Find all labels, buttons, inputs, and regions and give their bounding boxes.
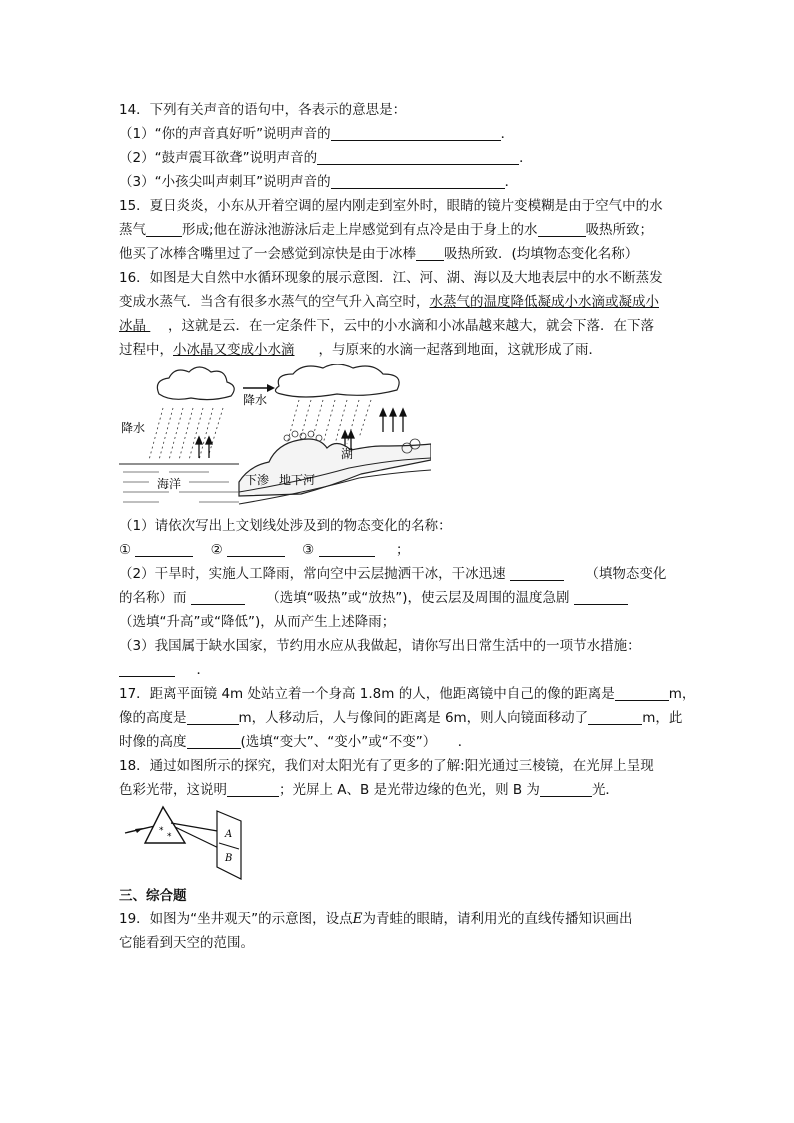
prism-mark: * bbox=[159, 826, 164, 836]
q15-l2-b: 形成;他在游泳池游泳后走上岸感觉到有点冷是由于身上的水 bbox=[182, 222, 538, 238]
q14-blank-3[interactable] bbox=[331, 174, 505, 189]
mark-3: ③ bbox=[302, 542, 315, 558]
q18-line-1: 18．通过如图所示的探究，我们对太阳光有了更多的了解:阳光通过三棱镜，在光屏上呈现 bbox=[119, 758, 654, 774]
q18-l2-a: 色彩光带，这说明 bbox=[119, 782, 227, 798]
q16-underline-2: 小冰晶又变成小水滴 bbox=[173, 342, 295, 358]
q15-blank-1[interactable] bbox=[146, 222, 182, 237]
label-rain-left: 降水 bbox=[121, 421, 146, 435]
q15-blank-3[interactable] bbox=[416, 246, 444, 261]
q19-l1-c: 为青蛙的眼睛，请利用光的直线传播知识画出 bbox=[362, 911, 633, 927]
q16-blank-6[interactable] bbox=[574, 590, 628, 605]
q17-l3-b: (选填“变大”、“变小”或“不变”） bbox=[240, 734, 437, 750]
q18-blank-2[interactable] bbox=[540, 782, 592, 797]
q16-l2-a: 变成水蒸气．当含有很多水蒸气的空气升入高空时， bbox=[119, 294, 430, 310]
q16-s2-l1-a: （2）干旱时，实施人工降雨，常向空中云层抛洒干冰，干冰迅速 bbox=[119, 566, 506, 582]
label-rain-right: 降水 bbox=[243, 393, 268, 407]
q15-line-3 bbox=[119, 245, 638, 263]
label-a: A bbox=[225, 829, 233, 840]
mark-2: ② bbox=[210, 542, 223, 558]
prism-figure bbox=[121, 803, 247, 881]
q14-title: 14．下列有关声音的语句中，各表示的意思是： bbox=[119, 102, 407, 118]
q14-item-3 bbox=[119, 173, 518, 191]
q17-l1-a: 17．距离平面镜 4m 处站立着一个身高 1.8m 的人，他距离镜中自己的像的距离是 bbox=[119, 686, 615, 702]
q14-blank-2[interactable] bbox=[317, 150, 519, 165]
label-ocean: 海洋 bbox=[157, 477, 182, 491]
q17-l2-a: 像的高度是 bbox=[119, 710, 187, 726]
q17-blank-3[interactable] bbox=[588, 710, 642, 725]
q16-blank-1[interactable] bbox=[135, 542, 193, 557]
q14-item-3-text: （3）“小孩尖叫声刺耳”说明声音的 bbox=[119, 174, 331, 190]
prism-mark-2: * bbox=[167, 832, 172, 842]
q16-underline-1: 水蒸气的温度降低凝成小水滴或凝成小 bbox=[429, 294, 659, 310]
water-cycle-figure bbox=[119, 364, 431, 512]
q17-blank-2[interactable] bbox=[187, 710, 239, 725]
q16-blank-5[interactable] bbox=[191, 590, 245, 605]
q14-item-3-end: ． bbox=[504, 174, 519, 190]
q16-underline-gap bbox=[146, 317, 168, 335]
right-cloud-shape bbox=[275, 364, 399, 397]
q16-sub2-line-3: （选填“升高”或“降低”)，从而产生上述降雨； bbox=[119, 614, 396, 630]
q17-line-2 bbox=[119, 709, 682, 727]
q14-item-1 bbox=[119, 125, 514, 143]
q17-line-1 bbox=[119, 685, 695, 703]
q16-blank-3[interactable] bbox=[319, 542, 375, 557]
q14-item-1-end: ． bbox=[500, 126, 515, 142]
q17-l2-c: m，此 bbox=[642, 710, 683, 726]
label-b: B bbox=[225, 853, 233, 864]
q17-blank-1[interactable] bbox=[615, 686, 669, 701]
q14-item-2-text: （2）“鼓声震耳欲聋”说明声音的 bbox=[119, 150, 318, 166]
q14-item-2-end: ． bbox=[519, 150, 533, 166]
q16-line-3 bbox=[119, 317, 654, 335]
mark-1: ① bbox=[119, 542, 132, 558]
q19-l1-a: 19．如图为“坐井观天”的示意图，设点 bbox=[119, 911, 353, 927]
q16-sub2-line-2 bbox=[119, 589, 628, 607]
q16-underline-1-cont: 冰晶 bbox=[119, 318, 146, 334]
q15-l3-b: 吸热所致．(均填物态变化名称） bbox=[444, 246, 639, 262]
q14-item-2 bbox=[119, 149, 533, 167]
q16-line-2 bbox=[119, 293, 659, 311]
left-rain bbox=[149, 408, 223, 460]
q16-blank-4[interactable] bbox=[510, 566, 564, 581]
section-3-heading: 三、综合题 bbox=[119, 888, 187, 904]
q18-blank-1[interactable] bbox=[227, 782, 279, 797]
prism-shape bbox=[145, 807, 185, 843]
sub1-end: ； bbox=[396, 542, 410, 558]
q14-blank-1[interactable] bbox=[331, 126, 501, 141]
q15-l2-c: 吸热所致； bbox=[585, 222, 654, 238]
q16-sub2-line-1 bbox=[119, 565, 666, 583]
q16-l4-c: ，与原来的水滴一起落到地面，这就形成了雨． bbox=[318, 342, 602, 358]
sub3-end: ． bbox=[196, 662, 210, 678]
q17-blank-4[interactable] bbox=[187, 734, 241, 749]
q16-l4-a: 过程中， bbox=[119, 342, 173, 358]
q17-l3-c: ． bbox=[457, 734, 472, 750]
q17-l2-b: m，人移动后，人与像间的距离是 6m，则人向镜面移动了 bbox=[238, 710, 589, 726]
q15-line-2 bbox=[119, 221, 653, 239]
q19-line-2: 它能看到天空的范围。 bbox=[119, 935, 254, 951]
q18-line-2 bbox=[119, 781, 619, 799]
prism-diagram bbox=[121, 803, 247, 881]
q15-l2-a: 蒸气 bbox=[119, 222, 146, 238]
q19-point-e: E bbox=[352, 911, 363, 927]
label-underground-river: 地下河 bbox=[279, 473, 316, 487]
q18-l2-b: ；光屏上 A、B 是光带边缘的色光，则 B 为 bbox=[279, 782, 540, 798]
q16-sub3: （3）我国属于缺水国家，节约用水应从我做起，请你写出日常生活中的一项节水措施： bbox=[119, 638, 641, 654]
q16-sub1: （1）请依次写出上文划线处涉及到的物态变化的名称： bbox=[119, 518, 452, 534]
q16-s2-l2-a: 的名称）而 bbox=[119, 590, 187, 606]
q16-sub3-answer bbox=[119, 661, 210, 679]
q17-l1-b: m， bbox=[668, 686, 696, 702]
q15-l3-a: 他买了冰棒含嘴里过了一会感觉到凉快是由于冰棒 bbox=[119, 246, 416, 262]
light-screen bbox=[217, 811, 241, 879]
q19-line-1 bbox=[119, 910, 633, 928]
q16-line-4 bbox=[119, 341, 602, 359]
q16-s2-l2-b: （选填“吸热”或“放热”)，使云层及周围的温度急剧 bbox=[266, 590, 570, 606]
label-seep: 下渗 bbox=[245, 473, 270, 487]
q15-line-1: 15．夏日炎炎，小东从开着空调的屋内刚走到室外时，眼睛的镜片变模糊是由于空气中的水 bbox=[119, 198, 663, 214]
q16-s2-l1-b: （填物态变化 bbox=[585, 566, 667, 582]
water-cycle-diagram bbox=[119, 364, 431, 512]
right-rain bbox=[287, 400, 371, 444]
q14-item-1-text: （1）“你的声音真好听”说明声音的 bbox=[119, 126, 331, 142]
q16-l3-b: ，这就是云．在一定条件下，云中的小水滴和小冰晶越来越大，就会下落．在下落 bbox=[168, 318, 654, 334]
q16-sub1-answers bbox=[119, 541, 410, 559]
q17-line-3 bbox=[119, 733, 471, 751]
q16-line-1: 16．如图是大自然中水循环现象的展示意图．江、河、湖、海以及大地表层中的水不断蒸发 bbox=[119, 270, 663, 286]
left-cloud-shape bbox=[157, 367, 234, 400]
label-lake: 湖 bbox=[341, 447, 354, 461]
q18-l2-c: 光． bbox=[591, 782, 619, 798]
q16-blank-7[interactable] bbox=[119, 662, 175, 677]
q16-blank-2[interactable] bbox=[227, 542, 285, 557]
q15-blank-2[interactable] bbox=[538, 222, 586, 237]
q17-l3-a: 时像的高度 bbox=[119, 734, 187, 750]
